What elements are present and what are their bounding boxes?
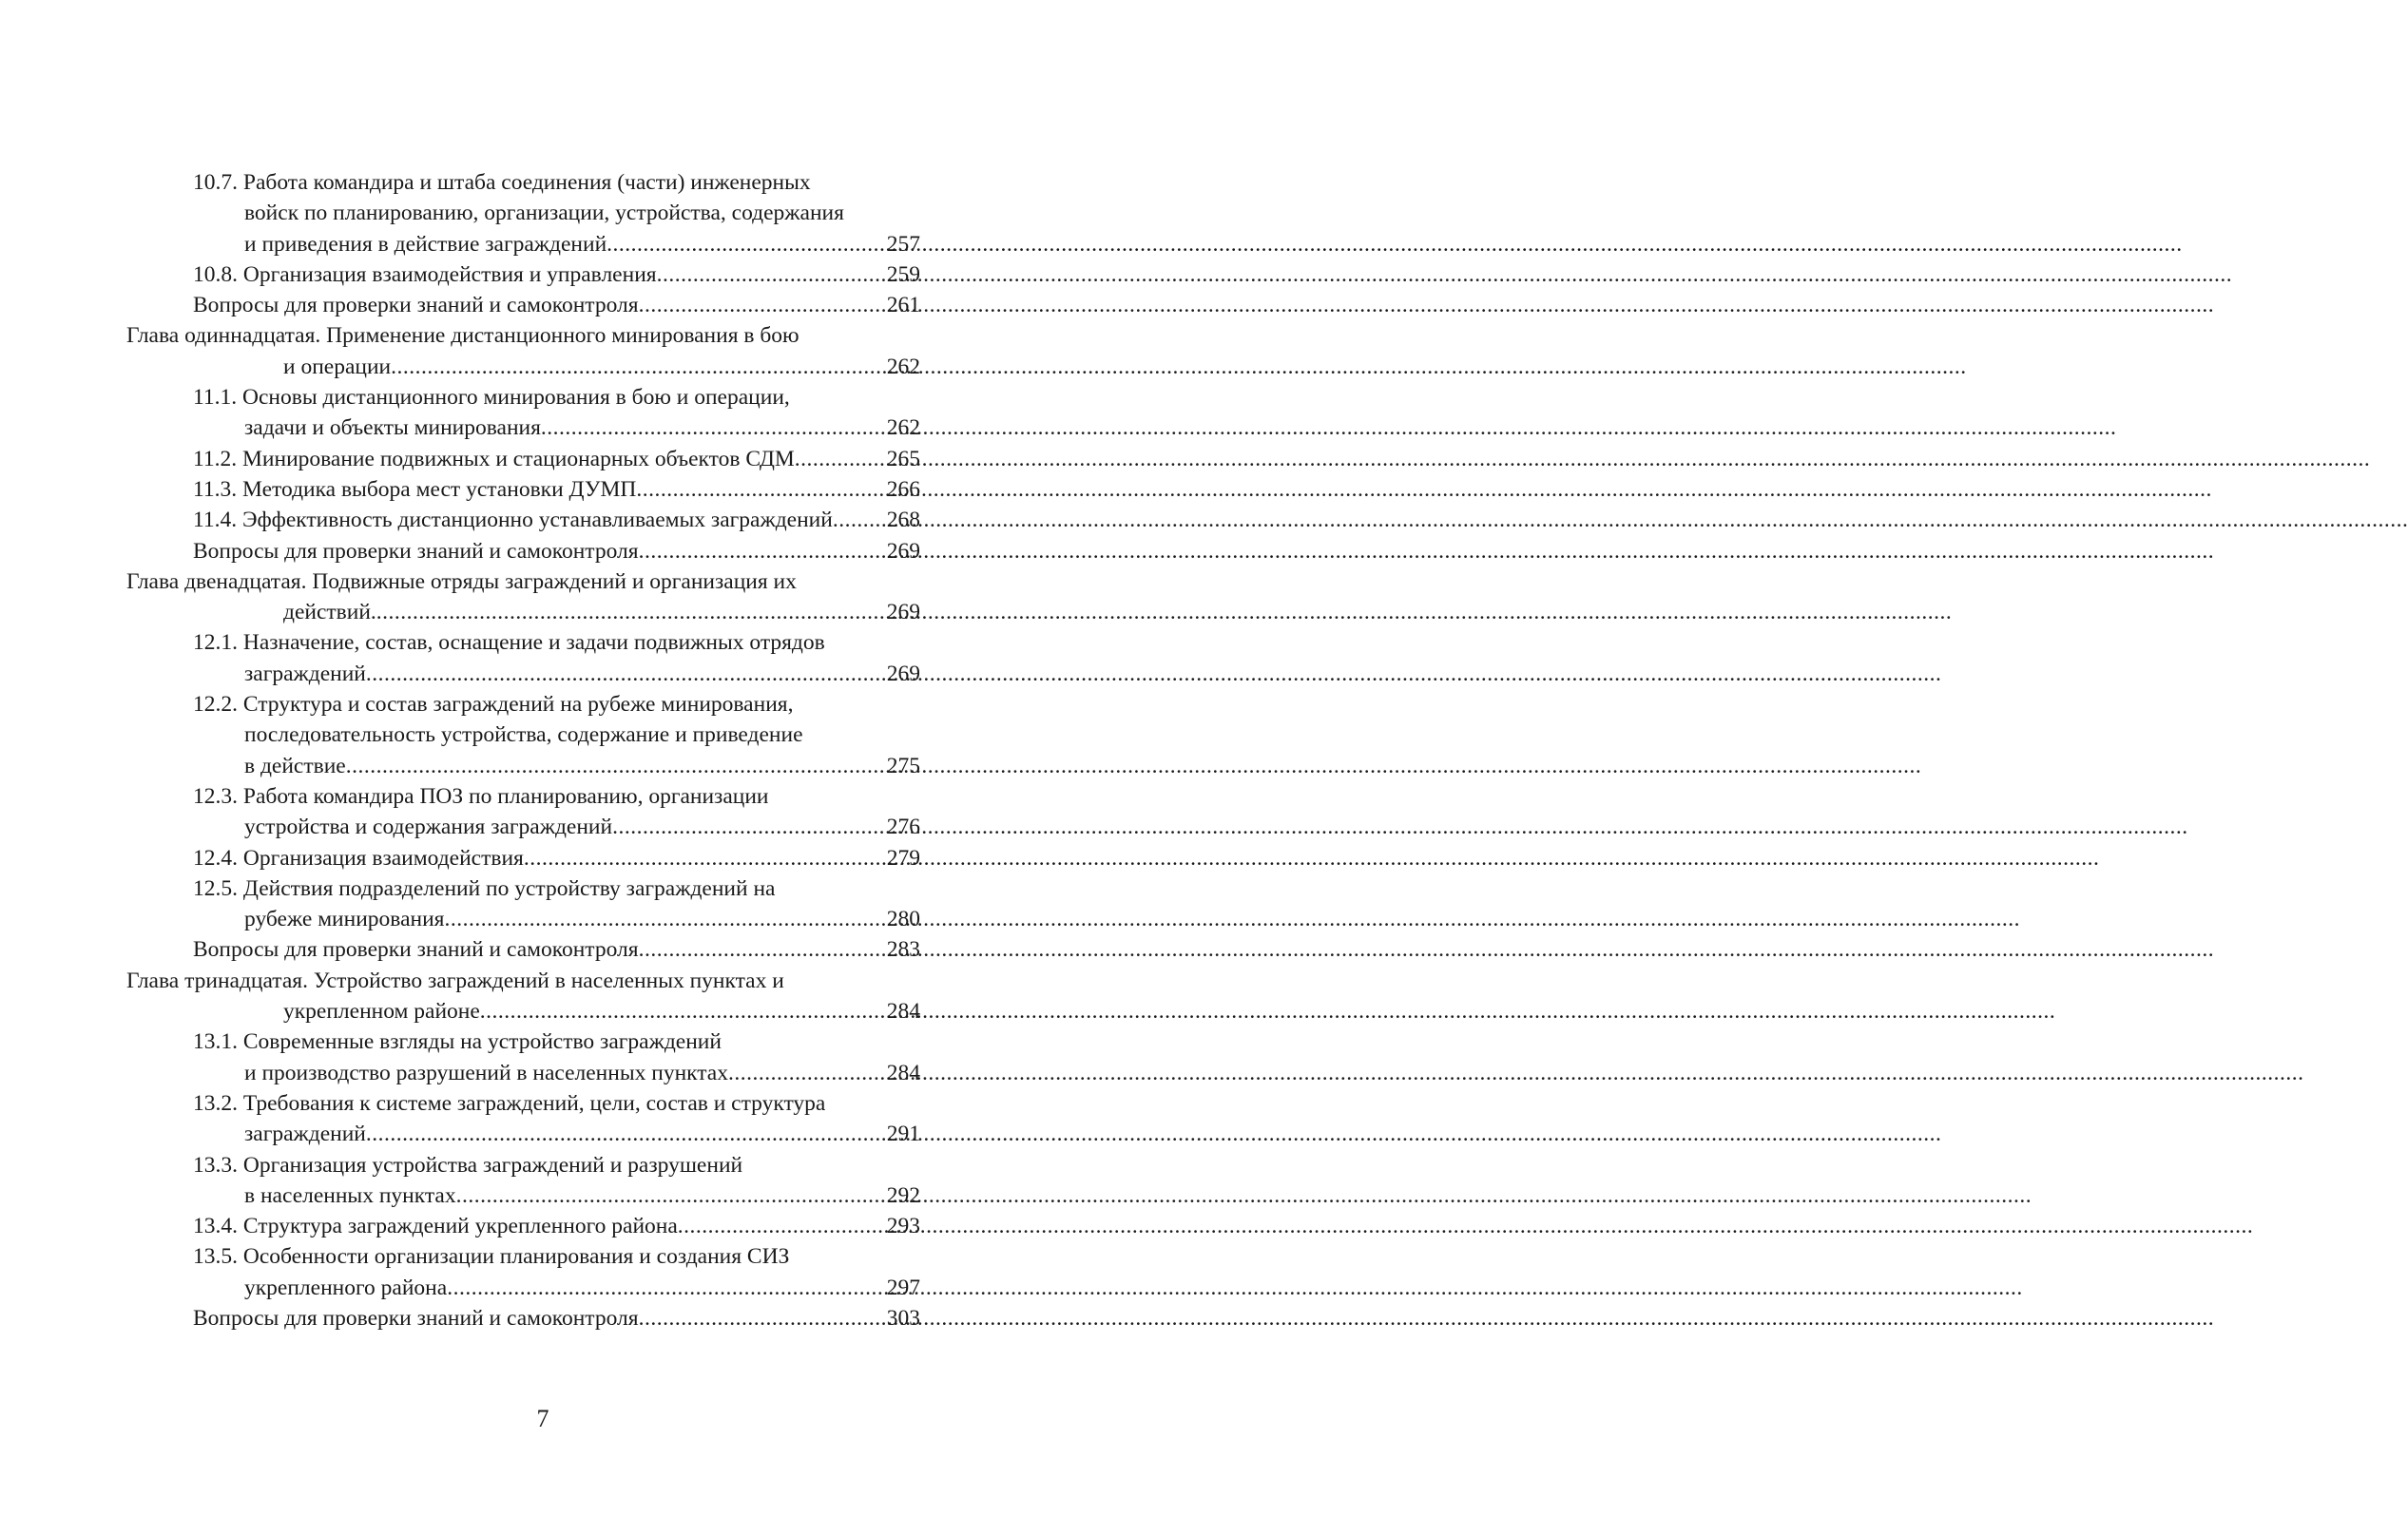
- toc-page-number: 265: [886, 446, 920, 471]
- toc-chapter-entry: [0, 320, 1086, 382]
- toc-section-entry: [0, 843, 1086, 873]
- toc-leader-dots: [639, 290, 881, 320]
- toc-entry-text: Организация устройства заграждений и разрушений: [242, 1152, 743, 1178]
- toc-entry-text: Основы дистанционного минирования в бою и операции,: [242, 385, 790, 411]
- toc-section-number: 10.7.: [193, 170, 238, 195]
- toc-section-number: 12.1.: [193, 630, 238, 656]
- toc-page-number: 279: [886, 845, 920, 871]
- toc-entry-text: войск по планированию, организации, устройства, содержания: [244, 201, 844, 226]
- toc-section-entry: [0, 934, 1086, 965]
- toc-page-number: 297: [886, 1275, 920, 1300]
- toc-leader-dots: [524, 843, 881, 873]
- toc-section-entry: [0, 689, 1086, 781]
- toc-leader-dots: [541, 413, 881, 443]
- toc-section-number: 13.1.: [193, 1029, 238, 1055]
- toc-leader-dots: [657, 259, 881, 290]
- toc-leader-dots: [456, 1180, 881, 1211]
- toc-page-number: 303: [886, 1305, 920, 1331]
- toc-entry-text: Действия подразделений по устройству заграждений на: [242, 875, 776, 901]
- toc-section-number: 13.2.: [193, 1090, 238, 1116]
- toc-entry-text: укрепленного района: [244, 1275, 448, 1300]
- toc-entry-text: Организация взаимодействия: [242, 845, 524, 871]
- toc-page-number: 259: [886, 261, 920, 287]
- toc-entry-text: Современные взгляды на устройство заграждений: [242, 1029, 722, 1055]
- toc-leader-dots: [639, 536, 881, 566]
- toc-section-entry: [0, 1088, 1086, 1150]
- toc-section-entry: [0, 1241, 1086, 1303]
- toc-entry-text: Структура заграждений укрепленного района: [242, 1214, 678, 1239]
- toc-page-number: 284: [886, 1060, 920, 1085]
- toc-entry-text: Глава двенадцатая. Подвижные отряды заграждений и организация их: [126, 568, 797, 594]
- toc-section-number: 11.3.: [193, 476, 238, 502]
- toc-leader-dots: [366, 1119, 881, 1149]
- toc-entry-text: последовательность устройства, содержание и приведение: [244, 722, 803, 748]
- toc-entry-text: Глава тринадцатая. Устройство заграждений в населенных пунктах и: [126, 968, 784, 993]
- toc-entry-text: задачи и объекты минирования: [244, 415, 541, 441]
- toc-section-entry: [0, 1303, 1086, 1334]
- toc-section-number: 12.3.: [193, 783, 238, 809]
- toc-section-entry: [0, 873, 1086, 935]
- toc-leader-dots: [678, 1211, 881, 1241]
- toc-entry-text: Назначение, состав, оснащение и задачи подвижных отрядов: [242, 630, 825, 656]
- toc-leader-dots: [833, 505, 881, 535]
- toc-section-entry: [0, 1027, 1086, 1088]
- toc-section-entry: [0, 781, 1086, 843]
- toc-section-number: 12.5.: [193, 875, 238, 901]
- toc-leader-dots: [447, 1273, 881, 1303]
- toc-entry-text: Организация взаимодействия и управления: [242, 261, 657, 287]
- toc-leader-dots: [391, 352, 881, 382]
- toc-leader-dots: [636, 474, 880, 505]
- toc-entry-text: Минирование подвижных и стационарных объектов СДМ: [242, 446, 795, 471]
- toc-entry-text: Вопросы для проверки знаний и самоконтроля: [193, 1305, 639, 1331]
- toc-leader-dots: [480, 996, 881, 1027]
- toc-section-number: 13.5.: [193, 1244, 238, 1270]
- toc-leader-dots: [444, 904, 880, 934]
- toc-entry-text: Вопросы для проверки знаний и самоконтроля: [193, 937, 639, 963]
- toc-leader-dots: [607, 229, 881, 259]
- toc-entry-text: Вопросы для проверки знаний и самоконтроля: [193, 538, 639, 564]
- toc-entry-text: в населенных пунктах: [244, 1182, 456, 1208]
- toc-page-number: 261: [886, 293, 920, 318]
- toc-entry-text: заграждений: [244, 661, 366, 686]
- toc-page-number: 269: [886, 661, 920, 686]
- toc-section-entry: [0, 505, 1086, 535]
- toc-section-entry: [0, 1211, 1086, 1241]
- toc-entry-text: Вопросы для проверки знаний и самоконтроля: [193, 293, 639, 318]
- toc-section-entry: [0, 474, 1086, 505]
- toc-leader-dots: [612, 812, 881, 842]
- toc-page-number: 292: [886, 1182, 920, 1208]
- toc-chapter-entry: [0, 966, 1086, 1027]
- toc-page-number: 266: [886, 476, 920, 502]
- toc-page-number: 262: [886, 415, 920, 441]
- toc-section-entry: [0, 536, 1086, 566]
- toc-entry-text: Особенности организации планирования и создания СИЗ: [242, 1244, 790, 1270]
- toc-entry-text: укрепленном районе: [283, 999, 480, 1025]
- toc-entry-text: действий.: [283, 600, 376, 625]
- toc-section-number: 12.2.: [193, 692, 238, 718]
- toc-entry-text: Требования к системе заграждений, цели, состав и структура: [242, 1090, 826, 1116]
- toc-section-number: 12.4.: [193, 845, 238, 871]
- toc-section-entry: [0, 167, 1086, 259]
- toc-page-number: 280: [886, 907, 920, 932]
- toc-entry-text: рубеже минирования: [244, 907, 445, 932]
- toc-section-entry: [0, 382, 1086, 444]
- toc-leader-dots: [795, 444, 881, 474]
- toc-section-number: 13.4.: [193, 1214, 238, 1239]
- toc-entry-text: Структура и состав заграждений на рубеже минирования,: [242, 692, 794, 718]
- toc-page-number: 276: [886, 815, 920, 840]
- toc-page-number: 269: [886, 538, 920, 564]
- toc-entry-text: Работа командира ПОЗ по планированию, организации: [242, 783, 769, 809]
- toc-entry-text: заграждений: [244, 1122, 366, 1147]
- toc-page-number: 269: [886, 600, 920, 625]
- toc-entry-text: и операции: [283, 354, 392, 379]
- toc-entry-text: в действие: [244, 753, 346, 778]
- toc-section-entry: [0, 444, 1086, 474]
- toc-entry-text: Эффективность дистанционно устанавливаемых заграждений: [242, 508, 833, 533]
- toc-page-number: 284: [886, 999, 920, 1025]
- toc-page-number: 257: [886, 231, 920, 257]
- toc-section-entry: [0, 1150, 1086, 1212]
- toc-leader-dots: [346, 751, 881, 781]
- toc-page-number: 283: [886, 937, 920, 963]
- toc-section-number: 11.4.: [193, 508, 238, 533]
- toc-section-entry: [0, 290, 1086, 320]
- toc-page-number: 268: [886, 508, 920, 533]
- toc-leader-dots: [366, 659, 881, 689]
- toc-entry-text: Работа командира и штаба соединения (части) инженерных: [242, 170, 811, 195]
- toc-entry-text: и приведения в действие заграждений: [244, 231, 607, 257]
- toc-entry-text: Глава одиннадцатая. Применение дистанционного минирования в бою: [126, 323, 799, 349]
- table-of-contents: [0, 167, 1086, 1334]
- toc-page-number: 275: [886, 753, 920, 778]
- toc-section-entry: [0, 627, 1086, 689]
- page-number: 7: [536, 1405, 549, 1432]
- toc-leader-dots: [728, 1058, 881, 1088]
- toc-leader-dots: [639, 1303, 881, 1334]
- toc-entry-text: Методика выбора мест установки ДУМП: [242, 476, 637, 502]
- toc-leader-dots: [376, 597, 881, 627]
- toc-section-number: 11.2.: [193, 446, 238, 471]
- toc-section-number: 13.3.: [193, 1152, 238, 1178]
- toc-page-number: 291: [886, 1122, 920, 1147]
- toc-entry-text: и производство разрушений в населенных пунктах: [244, 1060, 728, 1085]
- document-page: [0, 0, 1086, 1535]
- toc-entry-text: устройства и содержания заграждений: [244, 815, 613, 840]
- toc-chapter-entry: [0, 566, 1086, 628]
- toc-section-entry: [0, 259, 1086, 290]
- toc-section-number: 11.1.: [193, 385, 238, 411]
- toc-section-number: 10.8.: [193, 261, 238, 287]
- toc-page-number: 262: [886, 354, 920, 379]
- toc-page-number: 293: [886, 1214, 920, 1239]
- toc-leader-dots: [639, 934, 881, 965]
